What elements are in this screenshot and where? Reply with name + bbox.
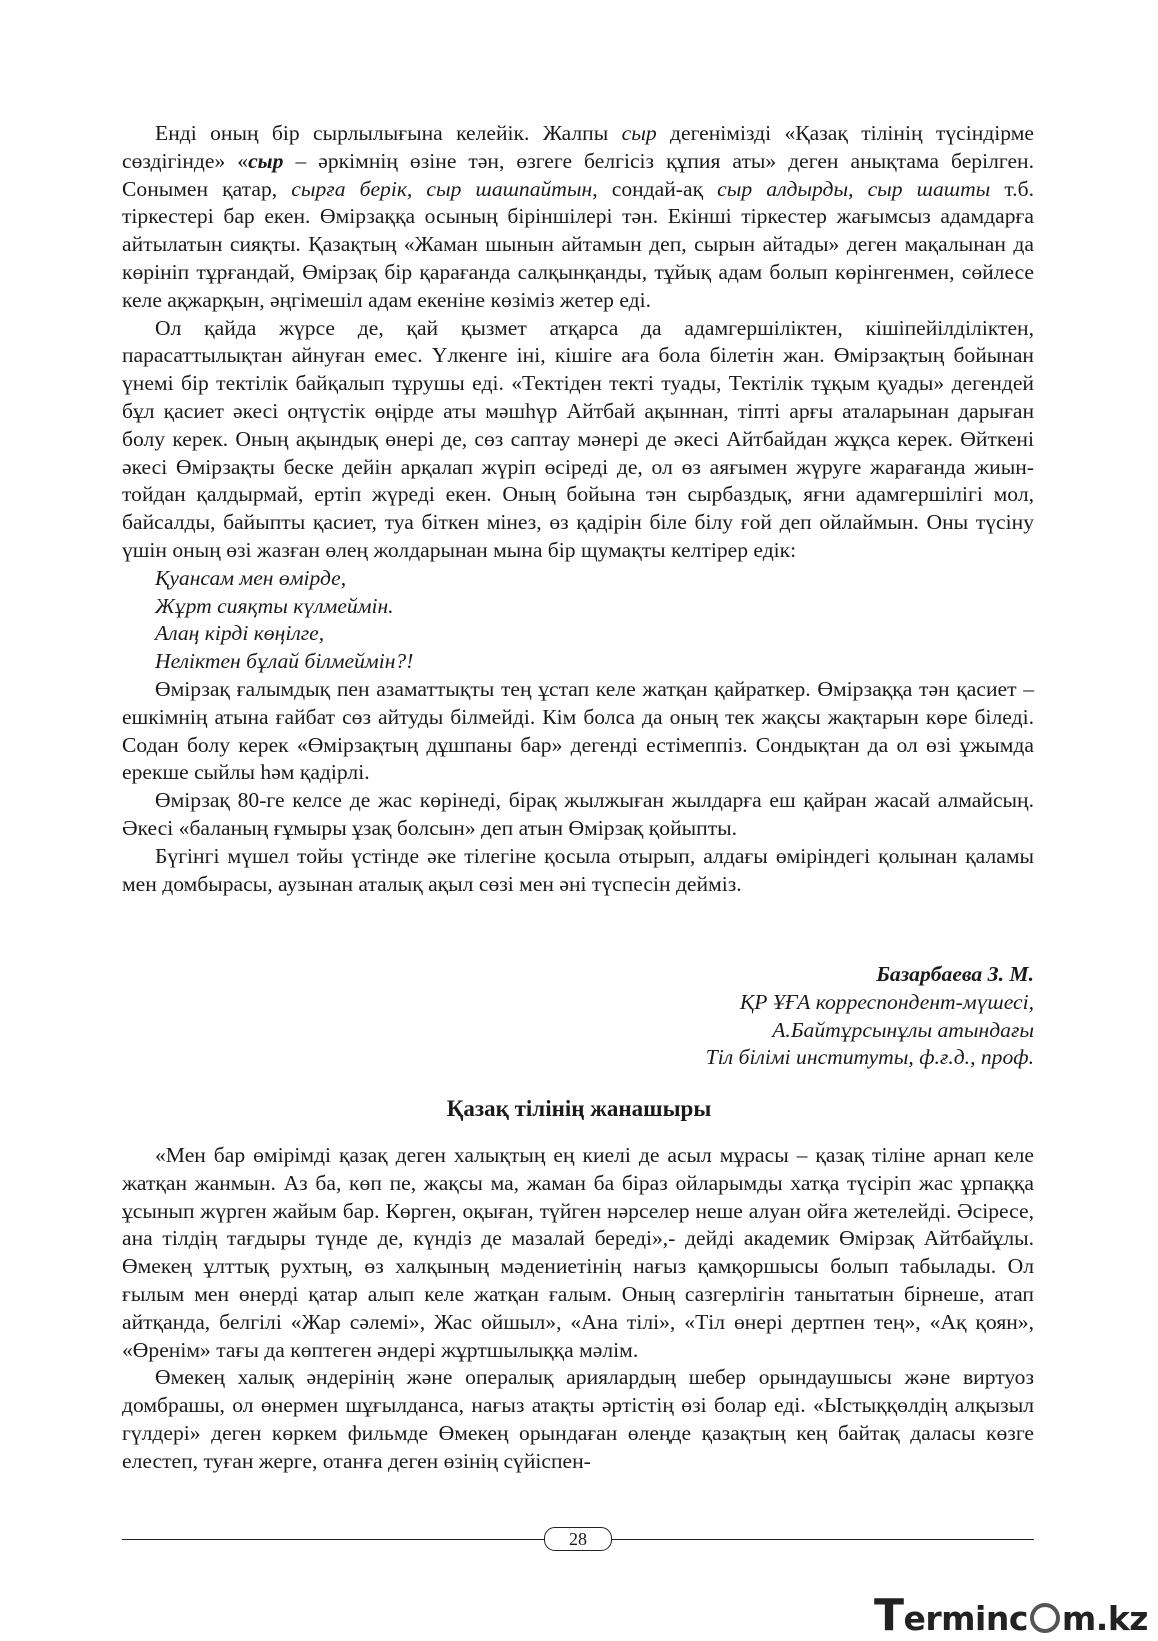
emphasized-text: сыр [621, 121, 657, 145]
text-run: – әркімнің өзіне тән, өзгеге белгісіз құпия аты» деген анықтама берілген. Сонымен қатар, [122, 148, 1034, 201]
author-name: Базарбаева З. М. [876, 962, 1034, 986]
article-heading: Қазақ тілінің жанашыры [446, 1096, 712, 1121]
poem-line: Алаң кірді көңілге, [155, 621, 325, 646]
paragraph-6: «Мен бар өмірімді қазақ деген халықтың ең киелі де асыл мұрасы – қазақ тіліне арнап келе жатқан жанмын. Аз ба, көп пе, жақсы ма, жаман ба біраз ойларымды хатқа түсіріп жас ұрпаққа ұсынып жүрген жайым бар. Көрген, оқыған, түйген нәрселер неше алуан ойға жетелейді. Әсіресе, ана тілдің тағдыры түнде де, күндіз де мазалай береді»,- дейді академик Өмірзақ Айтбайұлы. Өмекең ұлттық рухтың, өз халқының мәдениетінің нағыз қамқоршысы болып табылады. Ол ғылым мен өнерді қатар алып келе жатқан ғалым. Оның сазгерлігін танытатын бірнеше, атап айтқанда, белгілі «Жар сәлемі», Жас ойшыл», «Ана тілі», «Тіл өнері дертпен тең», «Ақ қоян», «Өренім» тағы да көптеген әндері жұртшылыққа мәлім. [122, 1143, 1034, 1362]
author-affiliation: А.Байтұрсынұлы атындағы [772, 1017, 1034, 1042]
section-1 [122, 120, 1034, 898]
author-signature [706, 961, 1034, 1072]
emphasized-text: сырға берік, сыр шашпайтын [291, 176, 593, 201]
poem [122, 565, 1034, 676]
author-institute: Тіл білімі институты, ф.ғ.д., проф. [705, 1045, 1034, 1070]
paragraph-7: Өмекең халық әндерінің және опералық ариялардың шебер орындаушысы және виртуоз домбрашы, ол өнермен шұғылданса, нағыз атақты әртістің өзі болар еді. «Ыстыққөлдің алқызыл гүлдері» деген көркем фильмде Өмекең орындаған өлеңде қазақтың кең байтақ даласы көзге елестеп, туған жерге, отанға деген өзінің сүйіспен- [122, 1365, 1034, 1473]
footer-rule-right [610, 1539, 1034, 1540]
logo-o-icon [1030, 1603, 1060, 1633]
author-title: ҚР ҰҒА корреспондент-мүшесі, [739, 989, 1034, 1014]
emphasized-text: сыр алдырды, сыр шашты [717, 176, 991, 201]
paragraph-4: Өмірзақ 80-ге келсе де жас көрінеді, бірақ жылжыған жылдарға еш қайран жасай алмайсың. Әкесі «баланың ғұмыры ұзақ болсын» деп атын Өмірзақ қойыпты. [122, 788, 1034, 840]
paragraph-2 [122, 315, 1034, 565]
poem-line: Неліктен бұлай білмеймін?! [155, 649, 414, 674]
logo-domain: m.kz [1061, 1599, 1148, 1638]
poem-line: Қуансам мен өмірде, [155, 565, 347, 590]
logo-text: erminc [903, 1599, 1028, 1638]
page-number: 28 [544, 1527, 612, 1551]
paragraph-5: Бүгінгі мүшел тойы үстінде әке тілегіне қосыла отырып, алдағы өміріндегі қолынан қаламы мен домбырасы, аузынан аталық ақыл сөзі мен әні түспесін дейміз. [122, 843, 1034, 896]
section-2 [122, 1142, 1034, 1476]
logo-t: T [873, 1590, 904, 1641]
terminkz-logo [874, 1590, 1148, 1641]
emphasized-text: сыр [248, 148, 284, 173]
text-run: , сондай-ақ [592, 176, 718, 201]
poem-line: Жұрт сияқты күлмеймін. [155, 593, 394, 618]
text-run: дегенімізді «Қазақ тілінің түсіндірме сөздігінде» « [122, 121, 1034, 173]
footer-rule-left [122, 1539, 544, 1540]
text-run: Ол қайда жүрсе де, қай қызмет атқарса да адамгершіліктен, кішіпейілділіктен, парасаттылықтан айнуған емес. Үлкенге іні, кішіге аға бола білетін жан. Өмірзақтың бойынан үнемі бір тектілік байқалып тұрушы еді. «Тектіден текті туады, Тектілік тұқым қуады» дегендей бұл қасиет әкесі оңтүстік өңірде аты мәшһүр Айтбай ақыннан, тіпті арғы аталарынан дарыған болу керек. Оның ақындық өнері де, сөз саптау мәнері де әкесі Айтбайдан жұқса керек. Өйткені әкесі Өмірзақты беске дейін арқалап жүріп өсіреді де, ол өз аяғымен жүруге жарағанда жиын-тойдан қалдырмай, ертіп жүреді екен. Оның бойына тән сырбаздық, яғни адамгершілігі мол, байсалды, байыпты қасиет, туа біткен мінез, өз қадірін біле білу ғой деп ойлаймын. Оны түсіну үшін оның өзі жазған өлең жолдарынан мына бір щумақты келтірер едік: [122, 315, 1034, 562]
paragraph-1 [122, 120, 1034, 315]
text-run: Енді оның бір сырлылығына келейік. Жалпы [155, 121, 622, 145]
text-run: т.б. тіркестері бар екен. Өмірзаққа осының біріншілері тән. Екінші тіркестер жағымсыз адамдарға айтылатын сияқты. Қазақтың «Жаман шынын айтамын деп, сырын айтады» деген мақалынан да көрініп тұрғандай, Өмірзақ бір қарағанда салқынқанды, тұйық адам болып көрінгенмен, сөйлесе келе ақжарқын, әңгімешіл адам екеніне көзіміз жетер еді. [122, 176, 1035, 312]
paragraph-3: Өмірзақ ғалымдық пен азаматтықты тең ұстап келе жатқан қайраткер. Өмірзаққа тән қасиет – ешкімнің атына ғайбат сөз айтуды білмейді. Кім болса да оның тек жақсы жақтарын көре біледі. Содан болу керек «Өмірзақтың дұшпаны бар» дегенді естімеппіз. Сондықтан да ол өзі ұжымда ерекше сыйлы һәм қадірлі. [122, 676, 1034, 785]
